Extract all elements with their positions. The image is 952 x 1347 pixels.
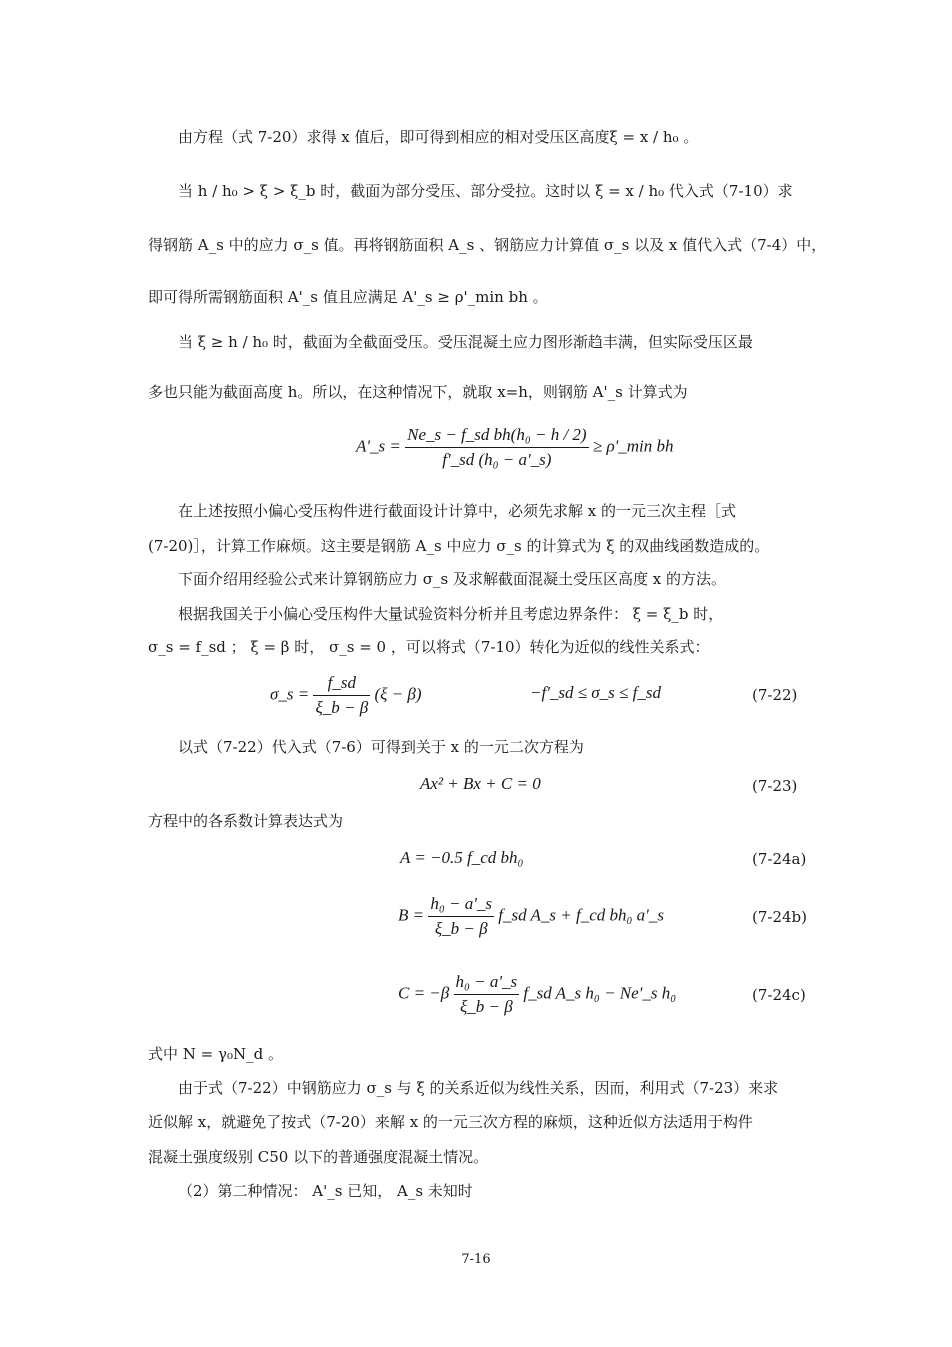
equation-number: (7-22) xyxy=(752,686,798,704)
eq-denominator: ξ_b − β xyxy=(459,997,513,1016)
eq-numerator: h₀ − a'_s xyxy=(428,893,494,917)
paragraph-line: (7-20)］，计算工作麻烦。这主要是钢筋 A_s 中应力 σ_s 的计算式为 ξ 的双曲线函数造成的。 xyxy=(148,537,770,555)
eq-denominator: f'_sd (h₀ − a'_s) xyxy=(442,450,552,469)
equation-7-24c xyxy=(398,971,676,1018)
eq-lhs: A'_s = xyxy=(356,436,401,456)
paragraph-line: 由于式（7-22）中钢筋应力 σ_s 与 ξ 的关系近似为线性关系，因而，利用式（7-23）来求 xyxy=(178,1079,779,1097)
paragraph-line: 当 ξ ≥ h / h₀ 时，截面为全截面受压。受压混凝土应力图形渐趋丰满，但实际受压区最 xyxy=(178,333,753,351)
paragraph-line: 下面介绍用经验公式来计算钢筋应力 σ_s 及求解截面混凝土受压区高度 x 的方法。 xyxy=(178,570,726,588)
paragraph-line: σ_s = f_sd ； ξ = β 时， σ_s = 0 ，可以将式（7-10）转化为近似的线性关系式： xyxy=(148,638,710,656)
paragraph-line: 当 h / h₀ > ξ > ξ_b 时，截面为部分受压、部分受拉。这时以 ξ = x / h₀ 代入式（7-10）求 xyxy=(178,182,793,200)
eq-lhs: σ_s = xyxy=(270,684,310,704)
eq-fraction xyxy=(454,971,520,1018)
paragraph-line: 在上述按照小偏心受压构件进行截面设计计算中，必须先求解 x 的一元三次主程［式 xyxy=(178,502,736,520)
eq-tail: f_sd A_s h₀ − Ne'_s h₀ xyxy=(523,983,677,1003)
eq-rhs: ≥ ρ'_min bh xyxy=(592,436,674,456)
eq-numerator: h₀ − a'_s xyxy=(454,971,520,995)
eq-tail: (ξ − β) xyxy=(374,684,422,704)
eq-lhs: C = −β xyxy=(398,983,450,1003)
equation-7-24b xyxy=(398,893,664,940)
equation-number: (7-24a) xyxy=(752,850,807,868)
paragraph-line: 方程中的各系数计算表达式为 xyxy=(148,812,344,830)
eq-fraction xyxy=(428,893,494,940)
equation-number: (7-24c) xyxy=(752,986,806,1004)
paragraph-line: 根据我国关于小偏心受压构件大量试验资料分析并且考虑边界条件： ξ = ξ_b 时， xyxy=(178,605,724,623)
equation-number: (7-23) xyxy=(752,777,798,795)
eq-lhs: B = xyxy=(398,905,425,925)
equation-number: (7-24b) xyxy=(752,908,808,926)
equation-7-22 xyxy=(270,672,422,719)
paragraph-line: 以式（7-22）代入式（7-6）可得到关于 x 的一元二次方程为 xyxy=(178,738,584,756)
eq-tail: f_sd A_s + f_cd bh₀ a'_s xyxy=(498,905,664,925)
paragraph-line: （2）第二种情况： A'_s 已知， A_s 未知时 xyxy=(178,1182,473,1200)
paragraph-line: 式中 N = γ₀N_d 。 xyxy=(148,1045,283,1063)
equation-7-22-condition: −f'_sd ≤ σ_s ≤ f_sd xyxy=(530,683,661,702)
eq-fraction xyxy=(405,424,589,471)
page-number: 7-16 xyxy=(461,1252,491,1267)
paragraph-line: 得钢筋 A_s 中的应力 σ_s 值。再将钢筋面积 A_s 、钢筋应力计算值 σ_s 以及 x 值代入式（7-4）中， xyxy=(148,236,827,254)
paragraph-line: 由方程（式 7-20）求得 x 值后，即可得到相应的相对受压区高度ξ = x / h₀ 。 xyxy=(178,128,699,146)
eq-fraction xyxy=(313,672,370,719)
paragraph-line: 混凝土强度级别 C50 以下的普通强度混凝土情况。 xyxy=(148,1148,489,1166)
eq-numerator: f_sd xyxy=(313,672,370,696)
equation-7-23: Ax² + Bx + C = 0 xyxy=(420,774,541,793)
paragraph-line: 多也只能为截面高度 h。所以，在这种情况下，就取 x=h，则钢筋 A'_s 计算式为 xyxy=(148,383,688,401)
paragraph-line: 即可得所需钢筋面积 A'_s 值且应满足 A'_s ≥ ρ'_min bh 。 xyxy=(148,288,548,306)
equation-7-24a: A = −0.5 f_cd bh₀ xyxy=(400,848,524,867)
paragraph-line: 近似解 x，就避免了按式（7-20）来解 x 的一元三次方程的麻烦，这种近似方法适用于构件 xyxy=(148,1113,753,1131)
eq-numerator: Ne_s − f_sd bh(h₀ − h / 2) xyxy=(405,424,589,448)
eq-denominator: ξ_b − β xyxy=(315,698,369,717)
equation-as xyxy=(356,424,674,471)
eq-denominator: ξ_b − β xyxy=(434,919,488,938)
